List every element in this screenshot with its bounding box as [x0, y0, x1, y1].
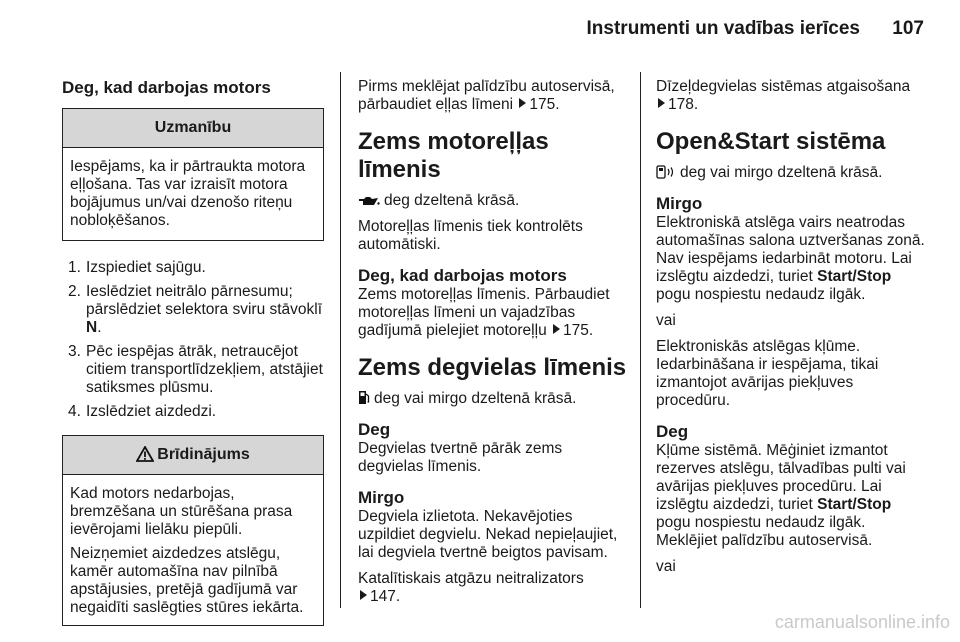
mirgo-text-a: Elektroniskā atslēga vairs neatrodas automašīnas salona uztveršanas zonā. Nav iespējams iedarbināt motoru. Lai izslēgtu aizdedzi, turiet: [656, 214, 925, 285]
fuel-level-heading: Zems degvielas līmenis: [358, 354, 627, 381]
oil-sub-heading: Deg, kad darbojas motors: [358, 266, 567, 285]
key-fault-text: Elektroniskās atslēgas kļūme. Iedarbināšana ir iespējama, tikai izmantojot avārijas piekļuves procedūru.: [656, 338, 879, 409]
diesel-intro-text: Dīzeļdegvielas sistēmas atgaisošana: [656, 78, 911, 95]
oil-icon-text: deg dzeltenā krāsā.: [384, 192, 520, 209]
step-number: 4.: [68, 403, 81, 420]
step-number: 3.: [68, 343, 81, 360]
caution-text: Iespējams, ka ir pārtraukta motora eļļošana. Tas var izraisīt motora bojājumus un/vai dzenošo riteņu nobloķēšanos.: [70, 158, 306, 229]
column-divider-left: [340, 72, 341, 608]
step-number: 2.: [68, 283, 81, 300]
warning-box: [62, 435, 324, 626]
deg-text-a: Kļūme sistēmā. Mēģiniet izmantot rezerves atslēgu, tālvadības pulti vai avārijas piekļuves procedūru. Lai izslēgtu aizdedzi, turiet: [656, 442, 906, 513]
section-heading: Deg, kad darbojas motors: [62, 78, 271, 97]
intro-text: [358, 78, 630, 114]
warning-paragraph: Neizņemiet aizdedzes atslēgu, kamēr automašīna nav pilnībā apstājusies, pretējā gadījumā var negaidīti saslēgties stūres iekārta.: [70, 545, 304, 616]
fuel-deg-heading: Deg: [358, 420, 391, 439]
step-text: Izspiediet sajūgu.: [86, 259, 206, 276]
column-1: [62, 78, 324, 626]
page-ref: 147.: [370, 588, 401, 605]
watermark: carmanualsonline.info: [774, 612, 950, 632]
deg-heading: Deg: [656, 422, 689, 441]
start-stop-label: Start/Stop: [817, 496, 892, 513]
step-number: 1.: [68, 259, 81, 276]
key-signal-icon: [656, 165, 676, 179]
page-header-title: Instrumenti un vadības ierīces: [586, 18, 860, 39]
warning-triangle-icon: [136, 446, 154, 462]
list-item: [62, 283, 324, 337]
or-text: vai: [656, 558, 676, 575]
step-text: Izslēdziet aizdedzi.: [86, 403, 217, 420]
column-3: [656, 78, 928, 584]
mirgo-text: [656, 214, 928, 304]
oil-icon-line: [358, 192, 630, 210]
column-divider-right: [640, 72, 641, 608]
open-start-heading: Open&Start sistēma: [656, 128, 886, 155]
gear-position-label: N: [86, 319, 98, 336]
page-ref: 178.: [668, 96, 699, 113]
catalytic-ref-text: [358, 570, 630, 606]
page-ref-icon: [360, 590, 367, 600]
caution-box: [62, 108, 324, 241]
page-ref: 175.: [563, 322, 594, 339]
mirgo-text-b: pogu nospiestu nedaudz ilgāk.: [656, 286, 866, 303]
mirgo-heading: Mirgo: [656, 194, 703, 213]
fuel-icon-text: deg vai mirgo dzeltenā krāsā.: [374, 390, 577, 407]
warning-paragraph: Kad motors nedarbojas, bremzēšana un stūrēšana prasa ievērojami lielāku piepūli.: [70, 485, 293, 538]
start-stop-label: Start/Stop: [817, 268, 892, 285]
page-ref-icon: [658, 98, 665, 108]
fuel-mirgo-text: Degviela izlietota. Nekavējoties uzpildiet degvielu. Nekad nepieļaujiet, lai degviela tvertnē beigtos pavisam.: [358, 508, 618, 561]
fuel-pump-icon: [358, 390, 370, 405]
page-ref: 175.: [529, 96, 560, 113]
fuel-mirgo-heading: Mirgo: [358, 488, 405, 507]
warning-title-text: Brīdinājums: [157, 446, 250, 463]
fuel-icon-line: [358, 390, 630, 408]
key-icon-text: deg vai mirgo dzeltenā krāsā.: [680, 164, 883, 181]
key-icon-line: [656, 164, 928, 182]
page-ref-icon: [553, 324, 560, 334]
list-item: [62, 403, 324, 421]
step-text-end: .: [97, 319, 102, 336]
caution-box-text: [63, 148, 323, 240]
step-text: Ieslēdziet neitrālo pārnesumu; pārslēdziet selektora sviru stāvoklī: [86, 283, 323, 318]
deg-text: [656, 442, 928, 550]
warning-box-text: [63, 475, 323, 625]
warning-box-title: [63, 436, 323, 475]
column-2: [358, 78, 630, 614]
page-ref-icon: [519, 98, 526, 108]
oil-sub-body: Zems motoreļļas līmenis. Pārbaudiet motoreļļas līmeni un vajadzības gadījumā pielejiet motoreļļu: [358, 286, 610, 339]
intro-text-body: Pirms meklējat palīdzību autoservisā, pārbaudiet eļļas līmeni: [358, 78, 615, 113]
list-item: [62, 343, 324, 397]
catalytic-text: Katalītiskais atgāzu neitralizators: [358, 570, 584, 587]
oil-sub-text: [358, 286, 630, 340]
oil-level-heading: Zems motoreļļas līmenis: [358, 128, 549, 183]
step-text: Pēc iespējas ātrāk, netraucējot citiem transportlīdzekļiem, atstājiet satiksmes plūsmu.: [86, 343, 323, 396]
deg-text-b: pogu nospiestu nedaudz ilgāk. Meklējiet palīdzību autoservisā.: [656, 514, 873, 549]
oil-can-icon: [358, 195, 380, 207]
steps-list: [62, 259, 324, 421]
oil-auto-text: Motoreļļas līmenis tiek kontrolēts automātiski.: [358, 218, 583, 253]
list-item: [62, 259, 324, 277]
page-number: 107: [892, 18, 924, 39]
or-text: vai: [656, 312, 676, 329]
diesel-intro: [656, 78, 928, 114]
fuel-deg-text: Degvielas tvertnē pārāk zems degvielas līmenis.: [358, 440, 563, 475]
caution-box-title: Uzmanību: [63, 109, 323, 148]
